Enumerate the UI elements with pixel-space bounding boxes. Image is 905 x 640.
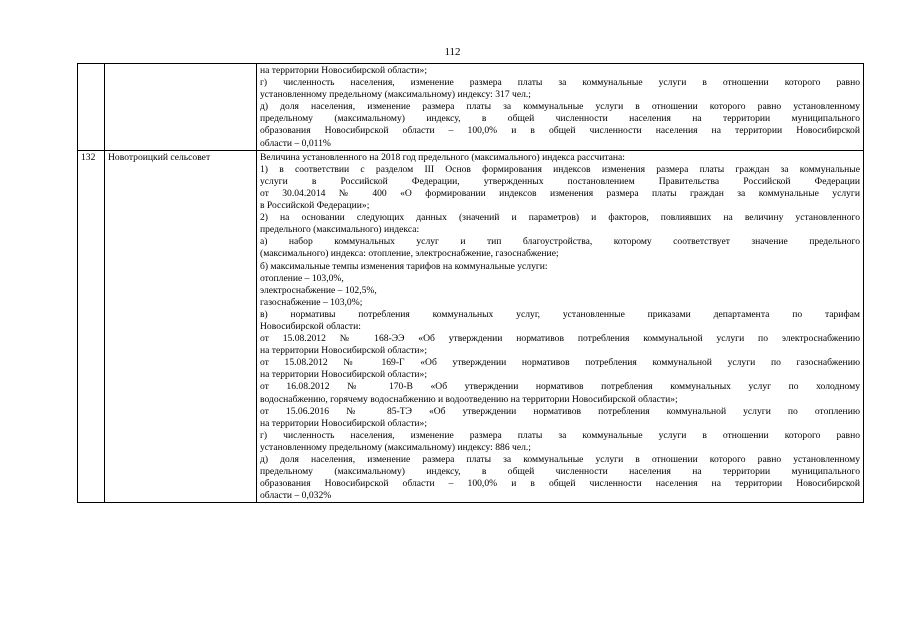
text-line: в) нормативы потребления коммунальных услуг, установленные приказами департамента по тарифам	[260, 308, 860, 320]
text-line: электроснабжение – 102,5%,	[260, 284, 377, 296]
index-table	[77, 63, 864, 503]
text-line: г) численность населения, изменение размера платы за коммунальные услуги в отношении которого равно	[260, 77, 860, 89]
text-line: газоснабжение – 103,0%;	[260, 296, 363, 308]
text-line: установленному предельному (максимальному) индексу: 317 чел.;	[260, 89, 531, 101]
text-line: услуги в Российской Федерации, утвержденных постановлением Правительства Российской Федерации	[260, 175, 860, 187]
text-line: на территории Новосибирской области»;	[260, 369, 428, 381]
text-line: от 15.06.2016 № 85-ТЭ «Об утверждении нормативов потребления коммунальной услуги по отоплению	[260, 405, 860, 417]
text-line: Величина установленного на 2018 год предельного (максимального) индекса рассчитана:	[260, 151, 625, 163]
text-line: образования Новосибирской области – 100,0% и в общей численности населения на территории Новосибирской	[260, 125, 860, 137]
row-number-cell: 132	[78, 150, 105, 503]
row-number-cell	[78, 64, 105, 151]
index-description-cell	[257, 150, 864, 503]
text-line: на территории Новосибирской области»;	[260, 345, 428, 357]
text-line: от 16.08.2012 № 170-В «Об утверждении нормативов потребления коммунальных услуг по холодному	[260, 381, 860, 393]
text-line: (максимального) индекса: отопление, электроснабжение, газоснабжение;	[260, 248, 559, 260]
text-line: д) доля населения, изменение размера платы за коммунальные услуги в отношении которого равно установленному	[260, 454, 860, 465]
page-number: 112	[444, 46, 461, 58]
text-line: 1) в соответствии с разделом III Основ формирования индексов изменения размера платы граждан за коммунальные	[260, 163, 860, 175]
text-line: 2) на основании следующих данных (значений и параметров) и факторов, повлиявших на величину установленного	[260, 212, 860, 224]
text-line: водоснабжению, горячему водоснабжению и водоотведению на территории Новосибирской области»;	[260, 393, 678, 405]
text-line: на территории Новосибирской области»;	[260, 65, 428, 76]
text-line: Новосибирской области:	[260, 320, 361, 332]
table-row	[78, 150, 864, 503]
municipality-name-cell	[105, 64, 257, 151]
municipality-name-cell: Новотроицкий сельсовет	[105, 150, 257, 503]
text-line: предельного (максимального) индекса:	[260, 224, 420, 236]
text-line: на территории Новосибирской области»;	[260, 417, 428, 429]
text-line: от 15.08.2012 № 168-ЭЭ «Об утверждении нормативов потребления коммунальной услуги по электроснабжению	[260, 333, 860, 345]
text-line: области – 0,032%	[260, 490, 332, 502]
text-line: б) максимальные темпы изменения тарифов на коммунальные услуги:	[260, 260, 548, 272]
table-row	[78, 64, 864, 151]
text-line: отопление – 103,0%,	[260, 272, 344, 284]
text-line: предельному (максимальному) индексу, в общей численности населения на территории муниципального	[260, 113, 860, 125]
index-description-cell	[257, 64, 864, 151]
text-line: предельному (максимальному) индексу, в общей численности населения на территории муниципального	[260, 466, 860, 478]
text-line: а) набор коммунальных услуг и тип благоустройства, которому соответствует значение предельного	[260, 236, 860, 248]
text-line: в Российской Федерации»;	[260, 200, 370, 212]
text-line: от 30.04.2014 № 400 «О формировании индексов изменения размера платы граждан за коммунальные услуги	[260, 187, 860, 199]
text-line: от 15.08.2012 № 169-Г «Об утверждении нормативов потребления коммунальной услуги по газоснабжению	[260, 357, 860, 369]
text-line: установленному предельному (максимальному) индексу: 886 чел.;	[260, 441, 531, 453]
text-line: области – 0,011%	[260, 137, 331, 149]
text-line: образования Новосибирской области – 100,0% и в общей численности населения на территории Новосибирской	[260, 478, 860, 490]
text-line: д) доля населения, изменение размера платы за коммунальные услуги в отношении которого равно установленному	[260, 101, 860, 113]
text-line: г) численность населения, изменение размера платы за коммунальные услуги в отношении которого равно	[260, 429, 860, 441]
